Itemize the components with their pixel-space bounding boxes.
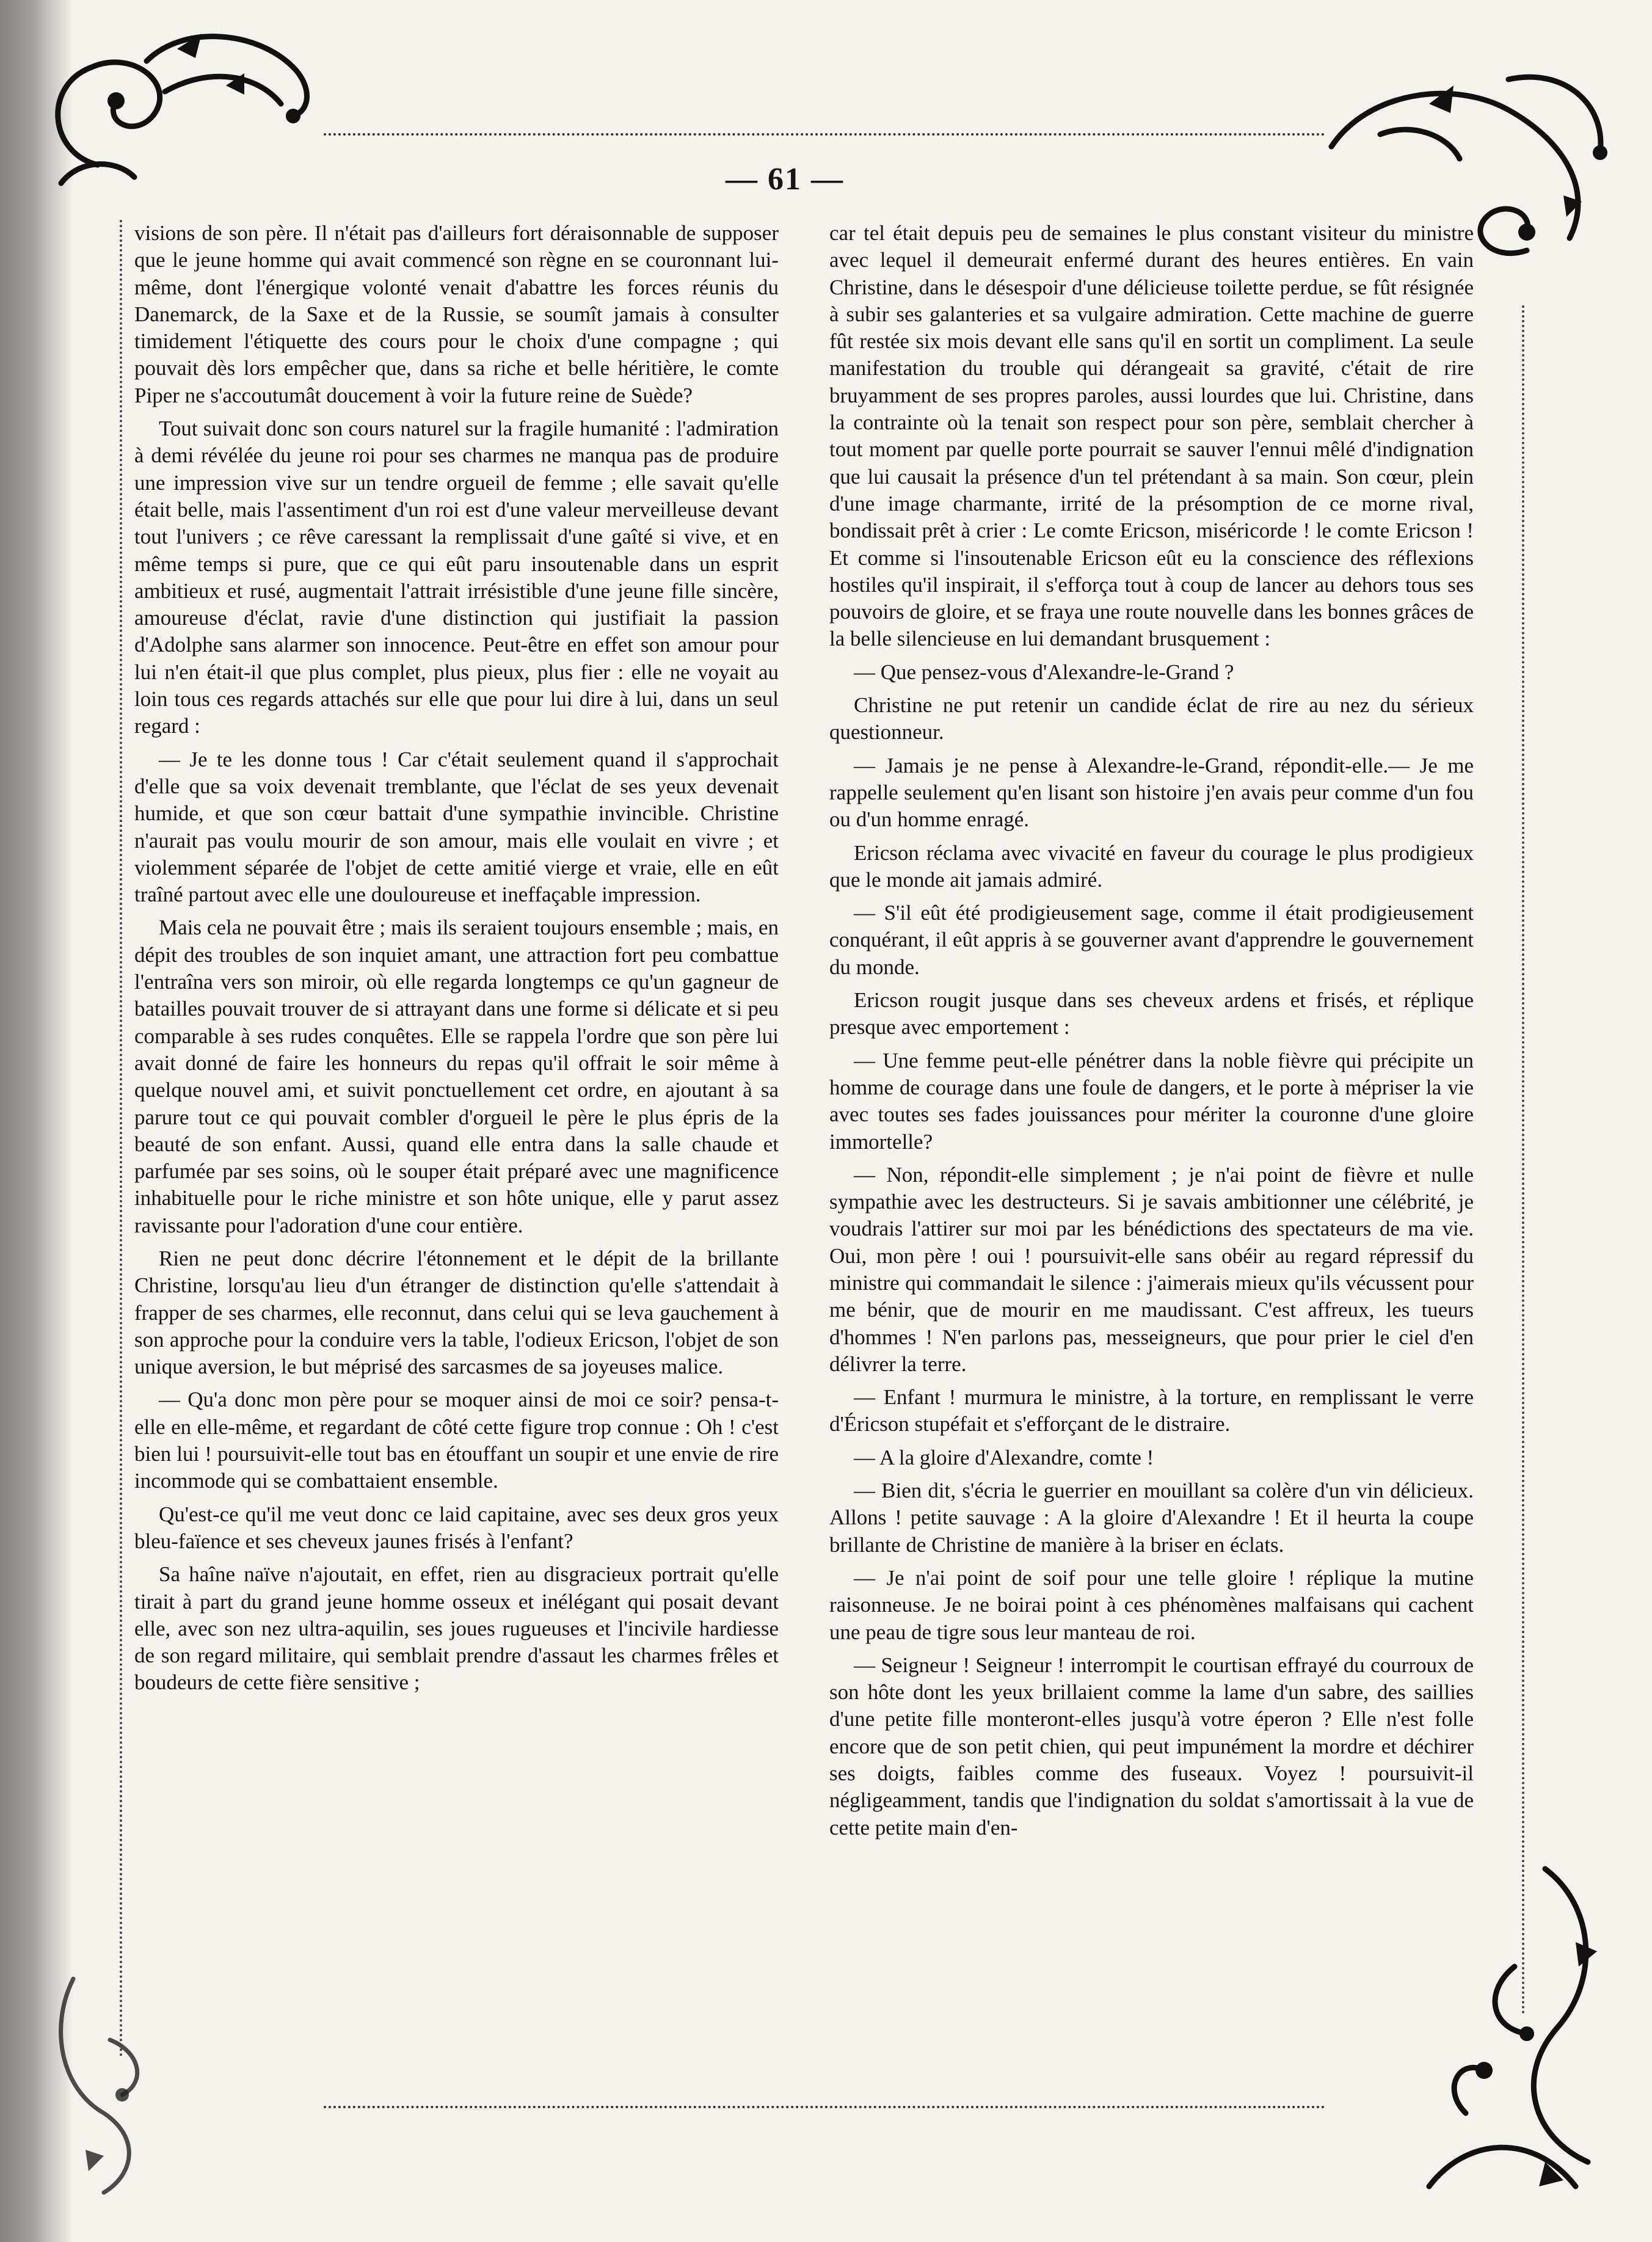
paragraph: — Non, répondit-elle simplement ; je n'ai point de fièvre et nulle sympathie avec les destructeurs. Si je savais ambitionner une célébrité, je voudrais l'attirer sur moi par les bénédictions des spectateurs de ma vie. Oui, mon père ! oui ! poursuivit-elle sans obéir au regard répressif du ministre qui commandait le silence : j'aimerais mieux qu'ils vécussent pour me bénir, que de mourir en me maudissant. C'est affreux, les tueurs d'hommes ! N'en parlons pas, messeigneurs, que pour prier le ciel d'en délivrer la terre. — [829, 1162, 1474, 1376]
paragraph: car tel était depuis peu de semaines le plus constant visiteur du ministre avec lequel il demeurait enfermé durant des heures entières. En vain Christine, dans le désespoir d'une délicieuse toilette perdue, se fût résignée à subir ses galanteries et sa vulgaire admiration. Cette machine de guerre fût restée six mois devant elle sans qu'il en sortit un compliment. La seule manifestation du trouble qui dérangeait sa gravité, c'était de rire bruyamment de ses propres paroles, aussi lourdes que lui. Christine, dans la contrainte où la tenait son respect pour son père, semblait chercher à tout moment par quelle porte pourrait se sauver l'ennui mêlé d'indignation que lui causait la présence d'un tel prétendant à sa main. Son cœur, plein d'une image charmante, irrité de la présomption de ce morne rival, bondissait prêt à crier : Le comte Ericson, miséricorde ! le comte Ericson ! Et comme si l'insoutenable Ericson eût eu la conscience des réflexions hostiles qu'il inspirait, il s'efforça tout à coup de lancer au dehors tous ses pouvoirs de gloire, et se fraya une route nouvelle dans les bonnes grâces de la belle silencieuse en lui demandant brusquement : — [829, 221, 1474, 651]
scroll-ornament-top-left — [24, 12, 318, 195]
paragraph: — Je n'ai point de soif pour une telle gloire ! réplique la mutine raisonneuse. Je ne boirai point à ces phénomènes malfaisans qui cachent une peau de tigre sous leur manteau de roi. — [829, 1565, 1474, 1644]
right-margin-rule — [1522, 305, 1524, 2015]
paragraph: — S'il eût été prodigieusement sage, comme il était prodigieusement conquérant, il eût appris à se gouverner avant d'apprendre le gouvernement du monde. — [829, 901, 1474, 979]
paragraph: — Qu'a donc mon père pour se moquer ainsi de moi ce soir? pensa-t-elle en elle-même, et regardant de côté cette figure trop connue : Oh ! c'est bien lui ! poursuivit-elle tout bas en étouffant un soupir et une envie de rire incommode qui se combattaient ensemble. — [134, 1388, 779, 1493]
paragraph: — A la gloire d'Alexandre, comte ! — [854, 1445, 1154, 1469]
paragraph: Mais cela ne pouvait être ; mais ils seraient toujours ensemble ; mais, en dépit des troubles de son inquiet amant, une attraction fort peu combattue l'entraîna vers son miroir, où elle regarda longtemps ce qu'un gagneur de batailles pouvait trouver de si attrayant dans une forme si délicate et si peu comparable à ses rudes conquêtes. Elle se rappela l'ordre que son père lui avait donné de faire les honneurs du repas qu'il offrait le soir même à quelque nouvel ami, et suivit ponctuellement cet ordre, en ajoutant à sa parure tout ce qui pouvait combler d'orgueil le père le plus épris de la beauté de son enfant. Aussi, quand elle entra dans la salle chaude et parfumée par ses soins, où le souper était préparé avec une magnificence inhabituelle pour le riche ministre et son hôte unique, elle y parut assez ravissante pour l'adoration d'une cour entière. — [134, 915, 779, 1237]
page-edge-shadow — [0, 0, 73, 2242]
right-column — [829, 220, 1474, 1847]
paragraph: Sa haîne naïve n'ajoutait, en effet, rien au disgracieux portrait qu'elle tirait à part du grand jeune homme osseux et inélégant qui posait devant elle, avec son nez ultra-aquilin, ses joues rugueuses et l'incivile hardiesse de son regard militaire, qui semblait prendre d'assaut les charmes frêles et boudeurs de cette fière sensitive ; — [134, 1562, 779, 1695]
paragraph: Rien ne peut donc décrire l'étonnement et le dépit de la brillante Christine, lorsqu'au lieu d'un étranger de distinction qu'elle s'attendait à frapper de ses charmes, elle reconnut, dans celui qui se leva gauchement à son approche pour la conduire vers la table, l'odieux Ericson, l'objet de son unique aversion, le but méprisé des sarcasmes de sa joyeuses malice. — [134, 1246, 779, 1379]
paragraph: — Jamais je ne pense à Alexandre-le-Grand, répondit-elle.— Je me rappelle seulement qu'en lisant son histoire j'en avais peur comme d'un fou ou d'un homme enragé. — [829, 753, 1474, 832]
paragraph: Ericson réclama avec vivacité en faveur du courage le plus prodigieux que le monde ait jamais admiré. — [829, 840, 1474, 892]
paragraph: visions de son père. Il n'était pas d'ailleurs fort déraisonnable de supposer que le jeune homme qui avait commencé son règne en se couronnant lui-même, dont l'énergique volonté venait d'abattre les forces réunis du Danemarck, de la Saxe et de la Russie, se soumît jamais à consulter timidement l'étiquette des cours pour le choix d'une compagne ; qui pouvait dès lors empêcher que, dans sa riche et belle héritière, le comte Piper ne s'accoutumât doucement à voir la future reine de Suède? — [134, 221, 779, 407]
paragraph: — Je te les donne tous ! Car c'était seulement quand il s'approchait d'elle que sa voix devenait tremblante, que l'éclat de ses yeux devenait humide, et que son cœur battait d'une sympathie invincible. Christine n'aurait pas voulu mourir de son amour, mais elle voulait en vivre ; et violemment séparée de l'objet de cette amitié vierge et vraie, elle en eût traîné partout avec elle une douloureuse et ineffaçable impression. — [134, 747, 779, 907]
paragraph: Christine ne put retenir un candide éclat de rire au nez du sérieux questionneur. — [829, 693, 1474, 744]
paragraph: — Seigneur ! Seigneur ! interrompit le courtisan effrayé du courroux de son hôte dont les yeux brillaient comme la lame d'un sabre, des saillies d'une petite fille monteront-elles jusqu'à votre éperon ? Elle n'est folle encore que de son petit chien, qui peut impunément la mordre et déchirer ses doigts, faibles comme des fuseaux. Voyez ! poursuivit-il négligeamment, tandis que l'indignation du soldat s'amortissait à la vue de cette petite main d'en- — [829, 1653, 1474, 1840]
bottom-dotted-rule — [324, 2106, 1325, 2108]
page-number: — 61 — — [726, 162, 844, 197]
paragraph: — Bien dit, s'écria le guerrier en mouillant sa colère d'un vin délicieux. Allons ! petite sauvage : A la gloire d'Alexandre ! Et il heurta la coupe brillante de Christine de manière à la briser en éclats. — [829, 1479, 1474, 1557]
paragraph: Ericson rougit jusque dans ses cheveux ardens et frisés, et réplique presque avec emportement : — [829, 988, 1474, 1039]
top-dotted-rule — [324, 133, 1325, 136]
paragraph: — Que pensez-vous d'Alexandre-le-Grand ? — [854, 660, 1234, 684]
scroll-ornament-bottom-right — [1392, 1844, 1625, 2223]
paragraph: — Une femme peut-elle pénétrer dans la noble fièvre qui précipite un homme de courage dans une foule de dangers, et le porte à mépriser la vie avec toutes ses fades jouissances pour mériter la couronne d'une gloire immortelle? — [829, 1048, 1474, 1154]
paragraph: — Enfant ! murmura le ministre, à la torture, en remplissant le verre d'Éricson stupéfait et s'efforçant de le distraire. — [829, 1385, 1474, 1436]
paragraph: Tout suivait donc son cours naturel sur la fragile humanité : l'admiration à demi révélée du jeune roi pour ses charmes ne manqua pas de produire une impression vive sur un tendre orgueil de femme ; elle savait qu'elle était belle, mais l'assentiment d'un roi est d'une valeur merveilleuse devant tout l'univers ; ce rêve caressant la remplissait d'une gaîté si vive, et en même temps si pure, que ce qui eût paru insoutenable dans un esprit ambitieux et rusé, augmentait l'attrait irrésistible d'une jeune fille sincère, amoureuse d'éclat, ravie d'une distinction qui justifiait la passion d'Adolphe sans alarmer son innocence. Peut-être en effet son amour pour lui n'en était-il que plus complet, plus pieux, plus fier : elle ne voyait au loin tous ces regards attachés sur elle que pour lui dire à lui, dans un seul regard : — [134, 417, 779, 738]
left-margin-rule — [120, 220, 122, 2058]
scroll-ornament-bottom-left — [37, 1954, 195, 2211]
left-column — [134, 220, 779, 1703]
paragraph: Qu'est-ce qu'il me veut donc ce laid capitaine, avec ses deux gros yeux bleu-faïence et ses cheveux jaunes frisés à l'enfant? — [134, 1502, 779, 1553]
